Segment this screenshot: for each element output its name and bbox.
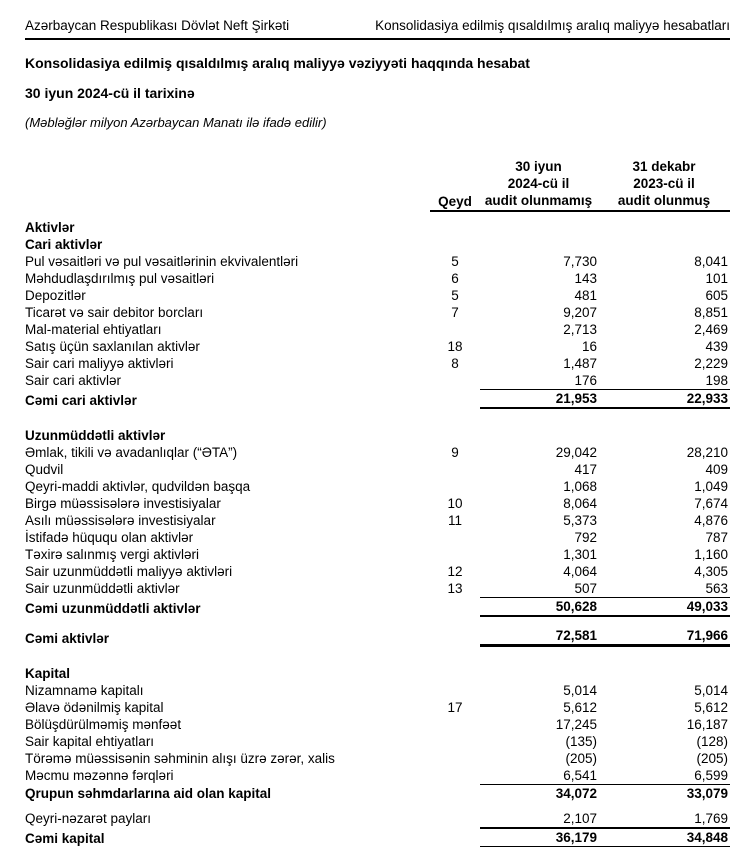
value-30jun2024: 5,373 bbox=[563, 513, 597, 528]
value-31dec2023: (205) bbox=[696, 751, 728, 766]
total-row bbox=[25, 389, 730, 409]
row-values bbox=[480, 478, 730, 495]
value-30jun2024: 2,107 bbox=[563, 811, 597, 826]
row-label: Pul vəsaitləri və pul vəsaitlərinin ekvivalentləri bbox=[25, 254, 299, 269]
row-values bbox=[480, 682, 730, 699]
row-values bbox=[480, 321, 730, 338]
value-30jun2024: 7,730 bbox=[563, 254, 597, 269]
row-values bbox=[480, 597, 730, 617]
col-2024-line2: 2024-cü il bbox=[507, 176, 570, 191]
value-31dec2023: 34,848 bbox=[686, 830, 728, 845]
row-values bbox=[480, 627, 730, 647]
value-30jun2024: 8,064 bbox=[563, 496, 597, 511]
value-30jun2024: 16 bbox=[581, 339, 597, 354]
statement-date: 30 iyun 2024-cü il tarixinə bbox=[25, 85, 195, 101]
item-row bbox=[25, 321, 730, 338]
value-30jun2024: 143 bbox=[574, 271, 597, 286]
value-30jun2024: 507 bbox=[574, 581, 597, 596]
row-values bbox=[480, 529, 730, 546]
item-row bbox=[25, 750, 730, 767]
value-31dec2023: (128) bbox=[696, 734, 728, 749]
row-label: Cəmi aktivlər bbox=[25, 631, 110, 646]
col-2023-line2: 2023-cü il bbox=[633, 176, 695, 191]
row-label: Cari aktivlər bbox=[25, 237, 103, 252]
row-values bbox=[480, 372, 730, 389]
row-label: Mal-material ehtiyatları bbox=[25, 322, 162, 337]
item-row bbox=[25, 287, 730, 304]
row-label: Birgə müəssisələrə investisiyalar bbox=[25, 496, 221, 511]
item-row bbox=[25, 495, 730, 512]
row-note: 11 bbox=[447, 513, 462, 528]
row-values bbox=[480, 767, 730, 784]
value-30jun2024: 9,207 bbox=[563, 305, 597, 320]
row-note: 12 bbox=[447, 564, 463, 579]
value-31dec2023: 5,612 bbox=[694, 700, 728, 715]
row-values bbox=[480, 750, 730, 767]
value-30jun2024: 1,068 bbox=[563, 479, 597, 494]
item-row bbox=[25, 270, 730, 287]
row-note: 18 bbox=[447, 339, 463, 354]
item-row bbox=[25, 563, 730, 580]
value-30jun2024: 36,179 bbox=[555, 830, 597, 845]
note-column-header: Qeyd bbox=[438, 194, 472, 209]
row-values bbox=[480, 784, 730, 802]
item-row bbox=[25, 529, 730, 546]
value-31dec2023: 71,966 bbox=[686, 628, 728, 643]
row-values bbox=[480, 270, 730, 287]
row-values bbox=[480, 546, 730, 563]
value-31dec2023: 1,769 bbox=[694, 811, 728, 826]
section-row bbox=[25, 219, 730, 236]
value-30jun2024: 50,628 bbox=[555, 599, 597, 614]
value-31dec2023: 198 bbox=[705, 373, 728, 388]
value-30jun2024: 6,541 bbox=[563, 768, 597, 783]
value-31dec2023: 409 bbox=[705, 462, 728, 477]
value-30jun2024: (135) bbox=[565, 734, 597, 749]
row-note: 8 bbox=[451, 356, 459, 371]
value-30jun2024: 417 bbox=[574, 462, 597, 477]
item-row bbox=[25, 546, 730, 563]
value-31dec2023: 563 bbox=[705, 581, 728, 596]
company-name: Azərbaycan Respublikası Dövlət Neft Şirkəti bbox=[25, 18, 290, 33]
value-31dec2023: 28,210 bbox=[686, 445, 728, 460]
row-label: Sair uzunmüddətli maliyyə aktivləri bbox=[25, 564, 233, 579]
item-row bbox=[25, 253, 730, 270]
row-values bbox=[480, 495, 730, 512]
value-31dec2023: 33,079 bbox=[686, 786, 728, 801]
value-30jun2024: 34,072 bbox=[555, 786, 597, 801]
row-label: Məcmu məzənnə fərqləri bbox=[25, 768, 174, 783]
report-type-label: Konsolidasiya edilmiş qısaldılmış aralıq maliyyə hesabatları bbox=[375, 18, 730, 33]
row-values bbox=[480, 338, 730, 355]
value-30jun2024: 176 bbox=[574, 373, 597, 388]
row-label: Nizamnamə kapitalı bbox=[25, 683, 144, 698]
value-31dec2023: 1,160 bbox=[694, 547, 728, 562]
value-30jun2024: 21,953 bbox=[555, 391, 597, 406]
value-30jun2024: 1,301 bbox=[563, 547, 597, 562]
row-values bbox=[480, 287, 730, 304]
value-31dec2023: 7,674 bbox=[694, 496, 728, 511]
value-30jun2024: 1,487 bbox=[563, 356, 597, 371]
col-2023-line3: audit olunmuş bbox=[617, 193, 711, 208]
item-row bbox=[25, 372, 730, 389]
row-label: Bölüşdürülməmiş mənfəət bbox=[25, 717, 182, 732]
row-note: 17 bbox=[447, 700, 463, 715]
item-row bbox=[25, 733, 730, 750]
row-label: Əmlak, tikili və avadanlıqlar (“ƏTA”) bbox=[25, 445, 238, 460]
row-label: Uzunmüddətli aktivlər bbox=[25, 428, 166, 443]
row-label: Qeyri-nəzarət payları bbox=[25, 811, 152, 826]
value-31dec2023: 2,469 bbox=[694, 322, 728, 337]
units-note: (Məbləğlər milyon Azərbaycan Manatı ilə ifadə edilir) bbox=[25, 115, 327, 130]
row-label: Sair cari maliyyə aktivləri bbox=[25, 356, 174, 371]
row-values bbox=[480, 580, 730, 597]
total-row bbox=[25, 597, 730, 617]
item-row bbox=[25, 444, 730, 461]
row-values bbox=[480, 810, 730, 827]
value-30jun2024: (205) bbox=[565, 751, 597, 766]
value-30jun2024: 29,042 bbox=[555, 445, 597, 460]
value-31dec2023: 2,229 bbox=[694, 356, 728, 371]
row-values bbox=[480, 304, 730, 321]
row-label: Cəmi uzunmüddətli aktivlər bbox=[25, 601, 201, 616]
item-row bbox=[25, 580, 730, 597]
row-values bbox=[480, 355, 730, 372]
value-31dec2023: 5,014 bbox=[694, 683, 728, 698]
row-label: Sair uzunmüddətli aktivlər bbox=[25, 581, 180, 596]
row-label: Qudvil bbox=[25, 462, 64, 477]
value-31dec2023: 101 bbox=[705, 271, 728, 286]
item-row bbox=[25, 512, 730, 529]
value-31dec2023: 787 bbox=[705, 530, 728, 545]
header-label-spacer bbox=[25, 158, 430, 212]
statement-title: Konsolidasiya edilmiş qısaldılmış aralıq maliyyə vəziyyəti haqqında hesabat bbox=[25, 55, 530, 71]
section-row bbox=[25, 236, 730, 253]
row-note: 13 bbox=[447, 581, 463, 596]
header-rule bbox=[430, 158, 730, 212]
row-label: Ticarət və sair debitor borcları bbox=[25, 305, 204, 320]
row-label: Törəmə müəssisənin səhminin alışı üzrə zərər, xalis bbox=[25, 751, 335, 766]
row-values bbox=[480, 827, 730, 847]
value-30jun2024: 792 bbox=[574, 530, 597, 545]
item-row bbox=[25, 461, 730, 478]
item-row bbox=[25, 478, 730, 495]
row-values bbox=[480, 461, 730, 478]
item-row bbox=[25, 304, 730, 321]
value-30jun2024: 17,245 bbox=[555, 717, 597, 732]
row-label: Satış üçün saxlanılan aktivlər bbox=[25, 339, 200, 354]
row-label: Kapital bbox=[25, 666, 71, 681]
row-label: Sair cari aktivlər bbox=[25, 373, 122, 388]
row-label: Qeyri-maddi aktivlər, qudvildən başqa bbox=[25, 479, 251, 494]
value-column-headers bbox=[480, 158, 730, 209]
row-note: 6 bbox=[451, 271, 459, 286]
table-header bbox=[25, 158, 730, 212]
value-31dec2023: 6,599 bbox=[694, 768, 728, 783]
col-2024-header bbox=[480, 158, 600, 209]
row-label: Sair kapital ehtiyatları bbox=[25, 734, 155, 749]
value-30jun2024: 5,014 bbox=[563, 683, 597, 698]
value-30jun2024: 4,064 bbox=[563, 564, 597, 579]
row-values bbox=[480, 253, 730, 270]
col-2023-header bbox=[600, 158, 730, 209]
value-31dec2023: 49,033 bbox=[686, 599, 728, 614]
row-values bbox=[480, 733, 730, 750]
value-31dec2023: 4,305 bbox=[694, 564, 728, 579]
row-values bbox=[480, 389, 730, 409]
row-note: 5 bbox=[451, 254, 459, 269]
value-30jun2024: 2,713 bbox=[563, 322, 597, 337]
section-row bbox=[25, 427, 730, 444]
row-values bbox=[480, 444, 730, 461]
total-row bbox=[25, 784, 730, 802]
value-31dec2023: 16,187 bbox=[686, 717, 728, 732]
item-row bbox=[25, 682, 730, 699]
running-header bbox=[25, 17, 730, 40]
value-31dec2023: 439 bbox=[705, 339, 728, 354]
value-31dec2023: 8,041 bbox=[694, 254, 728, 269]
row-label: Əlavə ödənilmiş kapital bbox=[25, 700, 164, 715]
row-values bbox=[480, 716, 730, 733]
col-2024-line1: 30 iyun bbox=[515, 159, 562, 174]
item-row bbox=[25, 355, 730, 372]
col-2023-line1: 31 dekabr bbox=[632, 159, 696, 174]
value-31dec2023: 1,049 bbox=[694, 479, 728, 494]
value-30jun2024: 481 bbox=[574, 288, 597, 303]
row-label: Qrupun səhmdarlarına aid olan kapital bbox=[25, 786, 272, 801]
row-values bbox=[480, 699, 730, 716]
item-row bbox=[25, 699, 730, 716]
total-row bbox=[25, 827, 730, 847]
section-row bbox=[25, 665, 730, 682]
value-31dec2023: 605 bbox=[705, 288, 728, 303]
value-31dec2023: 8,851 bbox=[694, 305, 728, 320]
row-values bbox=[480, 512, 730, 529]
total-row bbox=[25, 627, 730, 647]
row-label: Məhdudlaşdırılmış pul vəsaitləri bbox=[25, 271, 215, 286]
row-values bbox=[480, 563, 730, 580]
row-spacer bbox=[25, 409, 730, 427]
item-row bbox=[25, 716, 730, 733]
item-row bbox=[25, 338, 730, 355]
row-note: 7 bbox=[451, 305, 459, 320]
row-label: İstifadə hüququ olan aktivlər bbox=[25, 530, 194, 545]
item-row bbox=[25, 767, 730, 784]
row-spacer bbox=[25, 802, 730, 810]
row-label: Aktivlər bbox=[25, 220, 75, 235]
item-row bbox=[25, 810, 730, 827]
row-label: Təxirə salınmış vergi aktivləri bbox=[25, 547, 200, 562]
row-label: Depozitlər bbox=[25, 288, 86, 303]
row-note: 5 bbox=[451, 288, 459, 303]
row-note: 9 bbox=[451, 445, 459, 460]
row-label: Cəmi cari aktivlər bbox=[25, 393, 137, 408]
value-31dec2023: 22,933 bbox=[686, 391, 728, 406]
statement-table-body bbox=[25, 219, 730, 847]
col-2024-line3: audit olunmamış bbox=[484, 193, 593, 208]
row-label: Cəmi kapital bbox=[25, 831, 105, 846]
row-label: Asılı müəssisələrə investisiyalar bbox=[25, 513, 216, 528]
value-30jun2024: 5,612 bbox=[563, 700, 597, 715]
row-note: 10 bbox=[447, 496, 463, 511]
value-30jun2024: 72,581 bbox=[555, 628, 597, 643]
row-spacer bbox=[25, 647, 730, 665]
value-31dec2023: 4,876 bbox=[694, 513, 728, 528]
row-spacer bbox=[25, 617, 730, 627]
